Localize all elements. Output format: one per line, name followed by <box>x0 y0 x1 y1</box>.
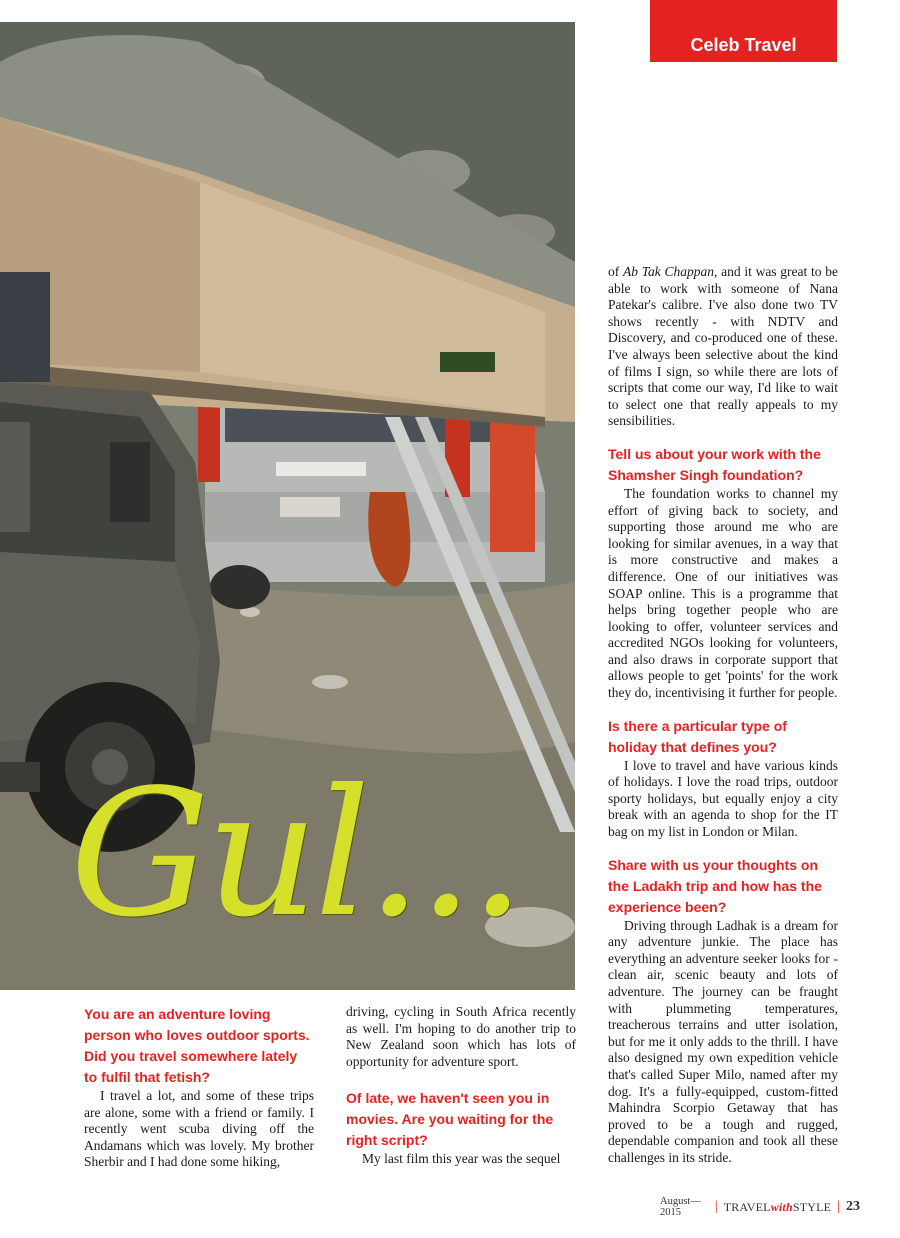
answer-2-prefix: of <box>608 264 623 279</box>
page-number: 23 <box>846 1199 860 1214</box>
cover-photo <box>0 22 575 990</box>
film-title: Ab Tak Chappan <box>622 264 714 279</box>
magazine-name <box>724 1200 831 1215</box>
section-label: Celeb Travel <box>690 35 797 55</box>
answer-4: I love to travel and have various kinds of holidays. I love the road trips, outdoor sporty holidays, but equally enjoy a city break with an agenda to shop for the IT bag on my list in London or Milan. <box>608 757 838 840</box>
answer-5: Driving through Ladhak is a dream for any adventure junkie. The place has everything an adventure seeker looks for - clean air, scenic beauty and lots of adventure. The journey can be fraught with plummeting temperatures, treacherous terrains and utter isolation, but for me it only adds to the thrill. I have also designed my own expedition vehicle that's called Super Milo, named after my dog. It's a fully-equipped, custom-fitted Mahindra Scorpio Getaway that has proved to be a tough and rugged, dependable companion and took all these challenges in its stride. <box>608 917 838 1165</box>
answer-1: I travel a lot, and some of these trips are alone, some with a friend or family. I recently went scuba diving off the Andamans which was lovely. My brother Sherbir and I had done some hiking, <box>84 1088 314 1170</box>
answer-2-continued <box>608 264 838 430</box>
text-column-middle <box>346 1004 576 1168</box>
question-4: Is there a particular type of holiday that defines you? <box>608 717 787 755</box>
question-5: Share with us your thoughts on the Ladakh trip and how has the experience been? <box>608 856 822 915</box>
text-column-left <box>84 1004 314 1171</box>
answer-2-rest: , and it was great to be able to work with someone of Nana Patekar's calibre. I've also done two TV shows recently - with NDTV and Discovery, and co-produced one of these. I've always been selective about the kind of films I sign, so while there are lots of scripts that come our way, I'd like to wait to select one that really appeals to my sensibilities. <box>608 264 838 429</box>
question-3: Tell us about your work with the Shamsher Singh foundation? <box>608 445 821 483</box>
question-2: Of late, we haven't seen you in movies. Are you waiting for the right script? <box>346 1090 554 1149</box>
title-script-overlay: Gul... <box>70 753 522 956</box>
magazine-name-part-1: TRAVEL <box>723 1199 771 1214</box>
footer-separator-2: | <box>837 1199 840 1214</box>
page-footer <box>660 1196 860 1218</box>
answer-2: My last film this year was the sequel <box>362 1151 561 1167</box>
answer-3: The foundation works to channel my effort of giving back to society, and supporting those around me who are looking for similar avenues, in a way that is more constructive and makes a difference. One of our initiatives was SOAP online. This is a programme that helps bring together people who are looking to offer, volunteer services and accredited NGOs looking for volunteers, and also draws in corporate support that allows people to get 'points' for the work they do, incentivising it further for people. <box>608 485 838 701</box>
text-column-right <box>608 264 838 1167</box>
magazine-name-part-2: with <box>770 1199 793 1214</box>
footer-separator: | <box>714 1199 718 1214</box>
issue-date: August—2015 <box>660 1196 701 1218</box>
magazine-name-part-3: STYLE <box>792 1199 832 1214</box>
answer-1-continued: driving, cycling in South Africa recently as well. I'm hoping to do another trip to New Zealand soon which has lots of opportunity for adventure sport. <box>346 1004 576 1069</box>
question-1: You are an adventure loving person who loves outdoor sports. Did you travel somewhere lately to fulfil that fetish? <box>84 1006 310 1085</box>
section-tab <box>650 0 837 62</box>
